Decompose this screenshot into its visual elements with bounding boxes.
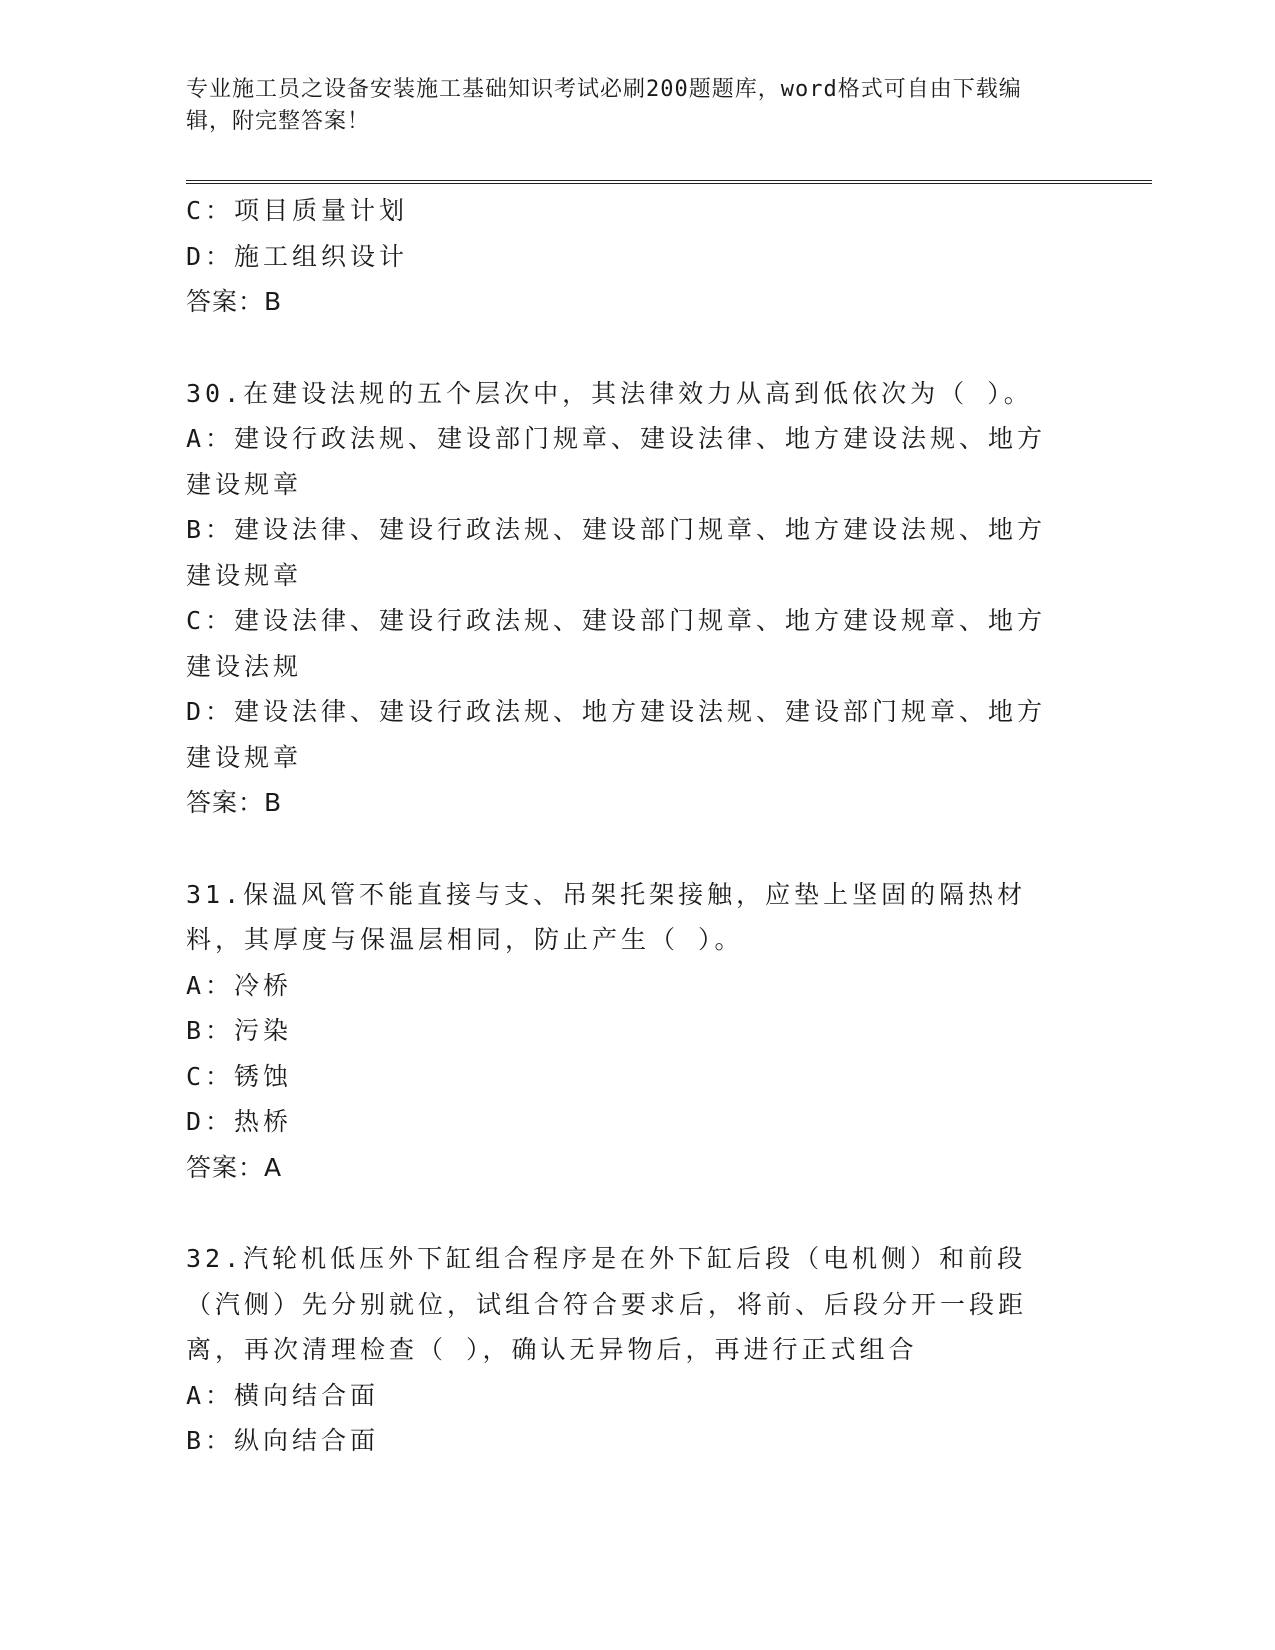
- question-stem: 32.汽轮机低压外下缸组合程序是在外下缸后段（电机侧）和前段（汽侧）先分别就位，试组合符合要求后，将前、后段分开一段距离，再次清理检查（ ），确认无异物后，再进行正式组合: [186, 1244, 1028, 1364]
- question-list: [186, 188, 1146, 1464]
- option-d: D：热桥: [186, 1107, 293, 1136]
- document-page: [186, 74, 1146, 1464]
- option-a: A：冷桥: [186, 970, 293, 1000]
- spacer: [186, 325, 1146, 371]
- question-32: [186, 1236, 1146, 1464]
- option-c: C：锈蚀: [186, 1061, 293, 1091]
- question-30: [186, 371, 1146, 826]
- spacer: [186, 826, 1146, 872]
- option-b: B：纵向结合面: [186, 1426, 380, 1455]
- option-a: A：建设行政法规、建设部门规章、建设法律、地方建设法规、地方建设规章: [186, 424, 1047, 499]
- answer-line: 答案：B: [186, 788, 283, 817]
- option-c: C：项目质量计划: [186, 196, 409, 225]
- question-31: [186, 872, 1146, 1191]
- document-header: 专业施工员之设备安装施工基础知识考试必刷200题题库，word格式可自由下载编辑，附完整答案！: [186, 77, 1022, 134]
- answer-line: 答案：B: [186, 287, 283, 316]
- option-d: D：建设法律、建设行政法规、地方建设法规、建设部门规章、地方建设规章: [186, 697, 1047, 772]
- option-c: C：建设法律、建设行政法规、建设部门规章、地方建设规章、地方建设法规: [186, 606, 1047, 681]
- question-stem: 31.保温风管不能直接与支、吊架托架接触，应垫上坚固的隔热材料，其厚度与保温层相同，防止产生（ ）。: [186, 879, 1027, 954]
- option-b: B：建设法律、建设行政法规、建设部门规章、地方建设法规、地方建设规章: [186, 515, 1047, 590]
- answer-line: 答案：A: [186, 1152, 283, 1182]
- header-divider: [186, 180, 1152, 184]
- spacer: [186, 1190, 1146, 1236]
- question-stem: 30.在建设法规的五个层次中，其法律效力从高到低依次为（ ）。: [186, 378, 1033, 408]
- option-b: B：污染: [186, 1016, 293, 1045]
- option-d: D：施工组织设计: [186, 241, 409, 271]
- question-29-remainder: [186, 188, 1146, 325]
- option-a: A：横向结合面: [186, 1380, 380, 1410]
